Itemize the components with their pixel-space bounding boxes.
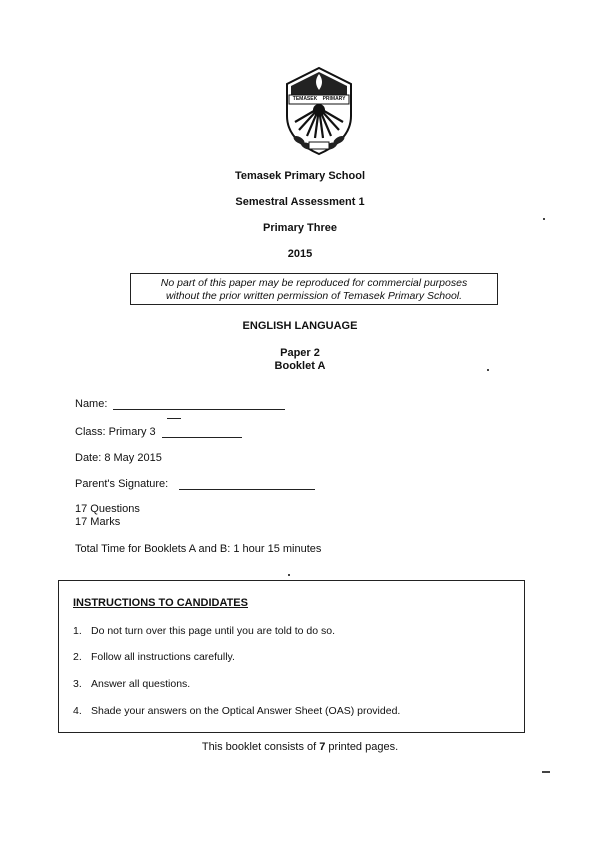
mark-count: 17 Marks — [75, 516, 121, 528]
instruction-number: 4. — [73, 705, 82, 717]
crest-text-right: PRIMARY — [322, 96, 346, 102]
scan-speck — [542, 771, 550, 773]
instruction-number: 2. — [73, 651, 82, 663]
instructions-box — [58, 580, 525, 733]
subject-title: ENGLISH LANGUAGE — [242, 320, 358, 332]
instruction-text: Answer all questions. — [91, 678, 191, 690]
date-label: Date: 8 May 2015 — [75, 452, 162, 464]
name-field — [75, 398, 285, 410]
instruction-text: Do not turn over this page until you are told to do so. — [91, 625, 335, 637]
instruction-item — [73, 678, 190, 690]
instruction-item — [73, 651, 235, 663]
total-time: Total Time for Booklets A and B: 1 hour 15 minutes — [75, 543, 322, 555]
class-overline-mark — [167, 418, 181, 419]
scan-speck — [288, 574, 290, 576]
crest-text-left: TEMASEK — [292, 96, 318, 102]
copyright-notice-line-2: without the prior written permission of Temasek Primary School. — [165, 290, 463, 302]
signature-blank-line — [179, 478, 315, 490]
instruction-number: 1. — [73, 625, 82, 637]
name-label: Name: — [75, 398, 108, 410]
school-name: Temasek Primary School — [234, 170, 366, 182]
copyright-notice-line-1: No part of this paper may be reproduced for commercial purposes — [160, 277, 468, 289]
footer-page-count: 7 — [319, 741, 326, 753]
year: 2015 — [287, 248, 313, 260]
instructions-title: INSTRUCTIONS TO CANDIDATES — [73, 597, 248, 609]
date-field — [75, 452, 162, 464]
instruction-text: Follow all instructions carefully. — [91, 651, 235, 663]
paper-title: Paper 2 — [280, 347, 320, 359]
instruction-item — [73, 705, 400, 717]
scan-speck — [487, 369, 489, 371]
booklet-title: Booklet A — [274, 360, 326, 372]
signature-label: Parent's Signature: — [75, 478, 169, 490]
level-title: Primary Three — [263, 222, 337, 234]
name-blank-line — [113, 398, 285, 410]
instruction-text: Shade your answers on the Optical Answer Sheet (OAS) provided. — [91, 705, 401, 717]
question-count: 17 Questions — [75, 503, 140, 515]
instruction-number: 3. — [73, 678, 82, 690]
class-blank-line — [162, 426, 242, 438]
instruction-item — [73, 625, 335, 637]
school-crest-logo — [281, 66, 357, 156]
copyright-notice — [130, 273, 498, 305]
class-label: Class: Primary 3 — [75, 426, 156, 438]
page-count-footer — [0, 741, 600, 753]
signature-field — [75, 478, 315, 490]
assessment-title: Semestral Assessment 1 — [235, 196, 365, 208]
footer-text-before: This booklet consists of — [201, 741, 320, 753]
class-field — [75, 426, 242, 438]
scan-speck — [543, 218, 545, 220]
footer-text-after: printed pages. — [325, 741, 399, 753]
